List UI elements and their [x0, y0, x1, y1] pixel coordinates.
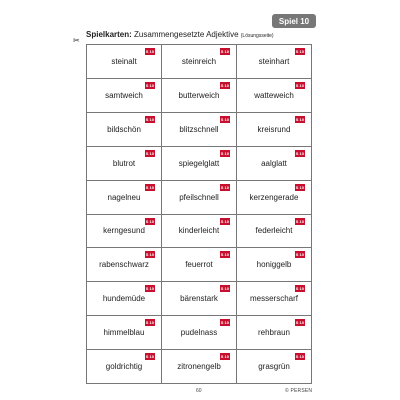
- card-word: kinderleicht: [178, 226, 220, 236]
- card-tag: S 10: [295, 286, 304, 292]
- card: [87, 113, 162, 147]
- card: [237, 181, 312, 215]
- card: [237, 316, 312, 350]
- card-tag: S 10: [220, 354, 229, 360]
- copyright: © PERSEN: [285, 388, 313, 394]
- card-word: steinhart: [258, 56, 290, 66]
- card-word: zitronengelb: [177, 362, 221, 372]
- card-word: federleicht: [255, 226, 293, 236]
- card: [237, 248, 312, 282]
- card-tag: S 10: [295, 49, 304, 54]
- card: [87, 45, 162, 79]
- card: [237, 215, 312, 249]
- card-tag: S 10: [220, 82, 229, 88]
- title-bold: Spielkarten:: [86, 30, 132, 39]
- card-word: samtweich: [105, 90, 143, 100]
- card: [237, 282, 312, 316]
- card-word: aalglatt: [261, 158, 287, 168]
- card-tag: S 10: [295, 354, 304, 360]
- card-word: kreisrund: [257, 124, 291, 134]
- card-word: honiggelb: [256, 260, 292, 270]
- card-tag: S 10: [145, 49, 154, 54]
- card-word: watteweich: [254, 90, 294, 100]
- card-tag: S 10: [220, 252, 229, 258]
- card-word: himmelblau: [103, 328, 145, 338]
- card-tag: S 10: [145, 116, 154, 122]
- card-word: rabenschwarz: [99, 260, 149, 270]
- card-word: hundemüde: [102, 294, 146, 304]
- card: [162, 316, 237, 350]
- card-word: messerscharf: [249, 294, 298, 304]
- card-word: pudelnass: [180, 328, 218, 338]
- card-word: kerzengerade: [249, 192, 299, 202]
- card: [162, 147, 237, 181]
- card: [87, 215, 162, 249]
- card-tag: S 10: [220, 150, 229, 156]
- card-word: butterweich: [178, 90, 220, 100]
- card: [87, 350, 162, 384]
- page-number: 60: [196, 388, 202, 394]
- title-text: Zusammengesetzte Adjektive: [134, 30, 239, 39]
- card-tag: S 10: [145, 82, 154, 88]
- card: [162, 215, 237, 249]
- card-word: steinreich: [181, 56, 217, 66]
- card: [87, 248, 162, 282]
- page-title: [86, 30, 274, 39]
- card-word: nagelneu: [107, 192, 141, 202]
- card-tag: S 10: [220, 286, 229, 292]
- card-tag: S 10: [145, 252, 154, 258]
- card-word: rehbraun: [257, 328, 291, 338]
- card-tag: S 10: [145, 320, 154, 326]
- card-tag: S 10: [295, 184, 304, 190]
- card: [162, 181, 237, 215]
- card: [162, 248, 237, 282]
- card: [162, 350, 237, 384]
- card-tag: S 10: [220, 184, 229, 190]
- card-word: spiegelglatt: [178, 158, 220, 168]
- card-tag: S 10: [220, 116, 229, 122]
- card-tag: S 10: [220, 49, 229, 54]
- card: [237, 113, 312, 147]
- card-tag: S 10: [145, 354, 154, 360]
- card-tag: S 10: [295, 150, 304, 156]
- card: [87, 282, 162, 316]
- card: [162, 79, 237, 113]
- card-grid: [86, 44, 312, 384]
- card-tag: S 10: [295, 218, 304, 224]
- card: [87, 79, 162, 113]
- card-tag: S 10: [295, 252, 304, 258]
- title-note: (Lösungsseite): [240, 33, 274, 39]
- card-word: pfeilschnell: [179, 192, 219, 202]
- scissors-icon: ✂: [73, 36, 80, 45]
- card-tag: S 10: [145, 218, 154, 224]
- card-tag: S 10: [220, 218, 229, 224]
- card: [237, 45, 312, 79]
- card-tag: S 10: [145, 150, 154, 156]
- card-word: bildschön: [107, 124, 141, 134]
- card-tag: S 10: [145, 286, 154, 292]
- card-word: blitzschnell: [179, 124, 219, 134]
- card-word: feuerrot: [185, 260, 213, 270]
- card: [237, 79, 312, 113]
- card: [237, 147, 312, 181]
- card: [162, 282, 237, 316]
- card-tag: S 10: [145, 184, 154, 190]
- card-word: grasgrün: [258, 362, 290, 372]
- card-word: blutrot: [112, 158, 136, 168]
- card: [87, 316, 162, 350]
- card: [162, 113, 237, 147]
- card-word: kerngesund: [103, 226, 145, 236]
- card-tag: S 10: [295, 82, 304, 88]
- card-word: bärenstark: [180, 294, 218, 304]
- card-word: steinalt: [111, 56, 137, 66]
- card-tag: S 10: [220, 320, 229, 326]
- card: [237, 350, 312, 384]
- game-badge: Spiel 10: [272, 14, 316, 28]
- card: [162, 45, 237, 79]
- card: [87, 181, 162, 215]
- card-tag: S 10: [295, 116, 304, 122]
- card: [87, 147, 162, 181]
- card-word: goldrichtig: [105, 362, 143, 372]
- card-tag: S 10: [295, 320, 304, 326]
